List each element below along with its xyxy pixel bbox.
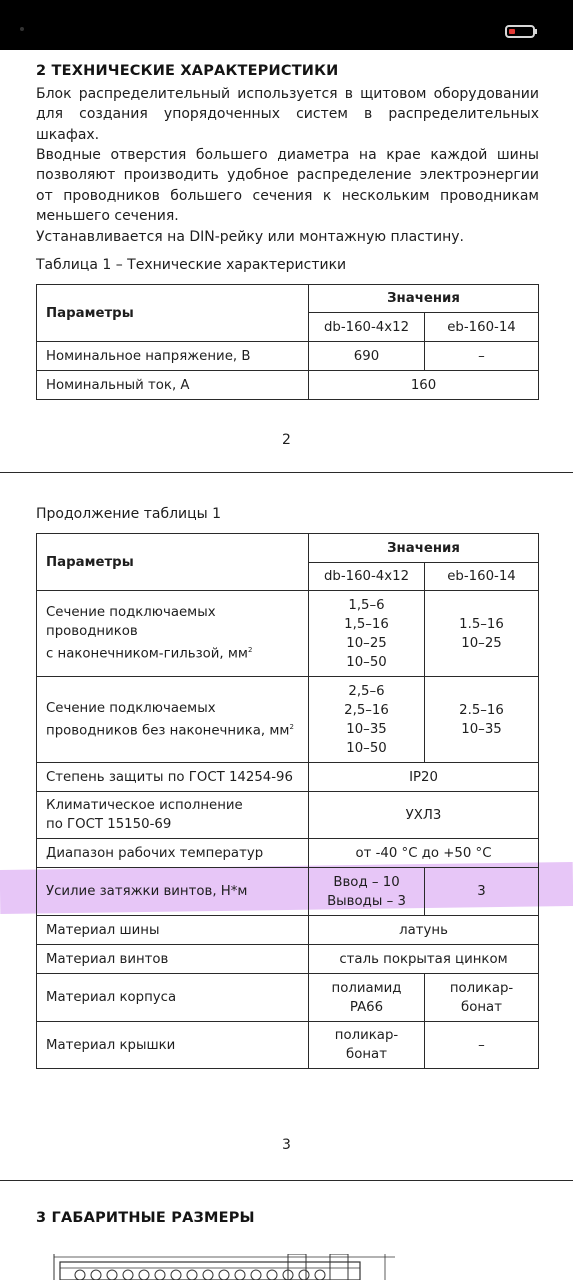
battery-level-fill	[509, 29, 515, 34]
header-model-db: db-160-4x12	[309, 563, 425, 591]
table-1-caption: Таблица 1 – Технические характеристики	[36, 257, 347, 273]
header-values: Значения	[309, 285, 539, 313]
param-cell: Усилие затяжки винтов, Н*м	[37, 868, 309, 916]
screw-terminal-icon	[235, 1270, 245, 1280]
screw-terminal-icon	[203, 1270, 213, 1280]
param-cell: Диапазон рабочих температур	[37, 839, 309, 868]
screw-terminal-icon	[171, 1270, 181, 1280]
screw-terminal-icon	[251, 1270, 261, 1280]
table-row	[37, 945, 539, 974]
screw-terminal-icon	[107, 1270, 117, 1280]
table-1	[36, 284, 539, 400]
table-row	[37, 677, 539, 763]
param-cell: Номинальный ток, А	[37, 371, 309, 400]
page-number: 2	[282, 432, 291, 448]
param-line: Сечение подключаемых	[46, 605, 216, 621]
camera-dot	[20, 27, 24, 31]
param-cell: Степень защиты по ГОСТ 14254-96	[37, 763, 309, 792]
param-cell: Материал винтов	[37, 945, 309, 974]
table-row	[37, 763, 539, 792]
superscript: 2	[247, 646, 253, 655]
status-bar	[0, 0, 573, 50]
superscript: 2	[289, 722, 294, 731]
value-cell: УХЛ3	[309, 792, 539, 839]
section-2-paragraph-2: Вводные отверстия большего диаметра на крае каждой шины позволяют производить удобное распределение электроэнергии от проводников большего сечения к нескольким проводникам меньшего сечения.	[36, 147, 539, 224]
table-row	[37, 868, 539, 916]
table-row	[37, 792, 539, 839]
param-line: проводников	[46, 624, 138, 640]
param-cell	[37, 677, 309, 763]
value-cell: сталь покрытая цинком	[309, 945, 539, 974]
value-cell: от -40 °С до +50 °С	[309, 839, 539, 868]
value-cell: 1,5–6 1,5–16 10–25 10–50	[309, 591, 425, 677]
header-parameters: Параметры	[37, 285, 309, 342]
param-cell: Климатическое исполнение по ГОСТ 15150-69	[37, 792, 309, 839]
value-cell: 2.5–16 10–35	[425, 677, 539, 763]
table-row	[37, 839, 539, 868]
value-cell: поликар- бонат	[425, 974, 539, 1022]
screw-terminal-icon	[299, 1270, 309, 1280]
table-row	[37, 1022, 539, 1069]
screw-terminal-icon	[315, 1270, 325, 1280]
value-cell: –	[425, 1022, 539, 1069]
table-row	[37, 371, 539, 400]
param-cell: Материал корпуса	[37, 974, 309, 1022]
param-line: с наконечником-гильзой, $мм^2$	[46, 646, 253, 662]
header-parameters: Параметры	[37, 534, 309, 591]
section-3-heading: 3 ГАБАРИТНЫЕ РАЗМЕРЫ	[36, 1210, 255, 1226]
param-line: Сечение подключаемых	[46, 700, 216, 716]
param-cell: Материал шины	[37, 916, 309, 945]
value-cell: 3	[425, 868, 539, 916]
screw-terminal-icon	[187, 1270, 197, 1280]
page-separator	[0, 1180, 573, 1192]
value-cell: 1.5–16 10–25	[425, 591, 539, 677]
section-2-paragraph-3: Устанавливается на DIN-рейку или монтажную пластину.	[36, 229, 464, 245]
screw-terminal-icon	[139, 1270, 149, 1280]
battery-icon	[505, 25, 535, 38]
battery-tip	[535, 29, 537, 34]
param-cell: Материал крышки	[37, 1022, 309, 1069]
dimension-drawing	[40, 1254, 400, 1280]
value-cell: полиамид PA66	[309, 974, 425, 1022]
header-values: Значения	[309, 534, 539, 563]
screw-terminal-icon	[267, 1270, 277, 1280]
table-1-continued	[36, 533, 539, 1069]
page-separator	[0, 472, 573, 496]
screw-terminal-icon	[75, 1270, 85, 1280]
param-line: проводников без наконечника, $мм^2$	[46, 722, 294, 739]
param-cell	[37, 591, 309, 677]
value-cell: –	[425, 342, 539, 371]
screw-terminal-icon	[123, 1270, 133, 1280]
screw-terminal-icon	[155, 1270, 165, 1280]
table-1-continued-caption: Продолжение таблицы 1	[36, 506, 222, 522]
param-cell: Номинальное напряжение, В	[37, 342, 309, 371]
value-cell: Ввод – 10 Выводы – 3	[309, 868, 425, 916]
section-2-heading: 2 ТЕХНИЧЕСКИЕ ХАРАКТЕРИСТИКИ	[36, 63, 339, 79]
section-2-paragraph-1: Блок распределительный используется в щитовом оборудовании для создания упорядоченных систем в распределительных шкафах.	[36, 86, 539, 143]
value-cell: 2,5–6 2,5–16 10–35 10–50	[309, 677, 425, 763]
screw-terminal-icon	[91, 1270, 101, 1280]
value-cell: поликар- бонат	[309, 1022, 425, 1069]
header-model-eb: eb-160-14	[425, 313, 539, 342]
value-cell: латунь	[309, 916, 539, 945]
header-model-eb: eb-160-14	[425, 563, 539, 591]
table-row	[37, 591, 539, 677]
value-cell: 690	[309, 342, 425, 371]
header-model-db: db-160-4x12	[309, 313, 425, 342]
page-number: 3	[282, 1137, 291, 1153]
table-row	[37, 916, 539, 945]
table-row	[37, 974, 539, 1022]
table-row	[37, 342, 539, 371]
screw-terminal-icon	[219, 1270, 229, 1280]
value-cell: 160	[309, 371, 539, 400]
value-cell: IP20	[309, 763, 539, 792]
